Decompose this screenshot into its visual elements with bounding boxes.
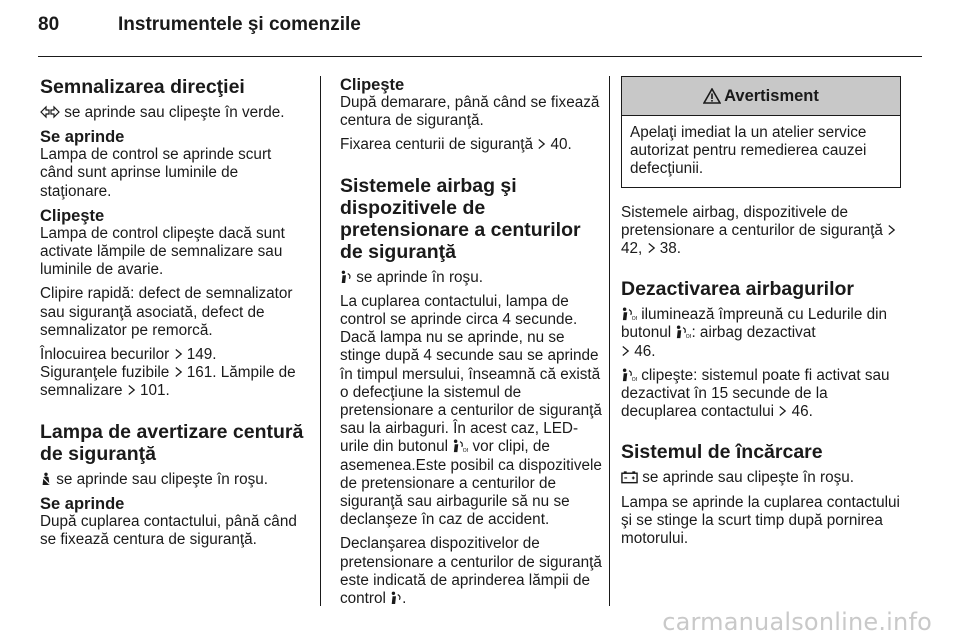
subheading: Se aprinde xyxy=(40,128,125,147)
paragraph: Declanşarea dispozitivelor de pretensionare a centurilor de siguranţă este indicată de aprinderea lămpii de control . xyxy=(340,535,602,608)
page-reference-icon xyxy=(537,137,546,151)
paragraph: Lampa se aprinde la cuplarea contactului şi se stinge la scurt timp după pornirea motorului. xyxy=(621,493,900,548)
paragraph: Fixarea centurii de siguranţă 40. xyxy=(340,136,572,154)
column-divider xyxy=(609,76,610,606)
airbag-icon xyxy=(340,270,352,284)
paragraph: Sistemele airbag, dispozitivele de pretensionare a centurilor de siguranţă 42, 38. xyxy=(621,204,900,259)
warning-header xyxy=(622,77,900,116)
page-header xyxy=(38,14,361,48)
paragraph: se aprinde sau clipeşte în roşu. xyxy=(40,471,306,489)
page-reference-icon xyxy=(174,365,183,379)
paragraph: După demarare, până când se fixează centura de siguranţă. xyxy=(340,94,600,130)
paragraph: Clipire rapidă: defect de semnalizator sau siguranţă asociată, defect de semnalizator pe remorcă. xyxy=(40,285,293,339)
paragraph: Lampa de control clipeşte dacă sunt activate lămpile de semnalizare sau luminile de avarie. xyxy=(40,224,285,279)
page-reference-icon xyxy=(647,241,656,255)
header-divider xyxy=(38,56,922,57)
page-reference-icon xyxy=(621,344,630,358)
airbag-off-icon xyxy=(621,368,637,382)
warning-box xyxy=(621,76,901,188)
paragraph: se aprinde sau clipeşte în verde. xyxy=(40,104,306,122)
airbag-off-icon xyxy=(621,307,637,321)
warning-text: Apelaţi imediat la un atelier service autorizat pentru remedierea cauzei defecţiunii. xyxy=(630,124,867,178)
airbag-off-icon xyxy=(452,439,468,453)
paragraph: După cuplarea contactului, până când se fixează centura de siguranţă. xyxy=(40,512,297,549)
page-reference-icon xyxy=(127,383,136,397)
column-middle xyxy=(340,76,606,614)
column-left xyxy=(40,76,306,555)
page-reference-icon xyxy=(887,223,896,237)
subheading: Se aprinde xyxy=(40,494,125,513)
section-title-seatbelt-warning: Lampa de avertizare centură de siguranţă xyxy=(40,420,304,465)
subheading: Clipeşte xyxy=(40,206,105,225)
paragraph: se aprinde în roşu. xyxy=(340,269,606,287)
section-title-airbag-systems: Sistemele airbag şi dispozitivele de pretensionare a centurilor de siguranţă xyxy=(340,174,581,263)
page-title: Instrumentele şi comenzile xyxy=(118,14,361,35)
paragraph: clipeşte: sistemul poate fi activat sau dezactivat în 15 secunde de la decuplarea contactului 46. xyxy=(621,366,890,421)
airbag-off-icon xyxy=(675,325,691,339)
watermark-url: carmanualsonline.info xyxy=(662,608,932,636)
subheading: Clipeşte xyxy=(340,76,405,94)
battery-icon xyxy=(621,470,638,484)
warning-title: Avertisment xyxy=(724,86,819,105)
paragraph: La cuplarea contactului, lampa de control se aprinde circa 4 secunde. Dacă lampa nu se aprinde, nu se stinge după 4 secunde sau se aprinde în timpul mersului, înseamnă că există o defecţiune la sistemul de pretensionare a centurilor de siguranţă sau la airbaguri. În acest caz, LED-urile din butonul vor clipi, de asemenea.Este posibil ca dispozitivele de pretensionare a centurilor de siguranţă sau airbagurile să nu se declanşeze în caz de accident. xyxy=(340,292,602,529)
turn-signal-icon xyxy=(40,105,60,119)
airbag-icon xyxy=(390,591,402,605)
column-divider xyxy=(320,76,321,606)
section-title-charging-system: Sistemul de încărcare xyxy=(621,441,823,464)
paragraph: Înlocuirea becurilor 149. Siguranţele fuzibile 161. Lămpile de semnalizare 101. xyxy=(40,346,296,400)
page-number: 80 xyxy=(38,14,60,35)
warning-triangle-icon xyxy=(703,88,721,104)
paragraph: iluminează împreună cu Ledurile din butonul : airbag dezactivat 46. xyxy=(621,306,887,360)
paragraph: Lampa de control se aprinde scurt când sunt aprinse luminile de staţionare. xyxy=(40,146,272,200)
page-reference-icon xyxy=(174,347,183,361)
paragraph: se aprinde sau clipeşte în roşu. xyxy=(621,469,900,487)
seatbelt-icon xyxy=(40,472,52,486)
section-title-airbag-deactivation: Dezactivarea airbagurilor xyxy=(621,278,855,301)
section-title-turn-signal: Semnalizarea direcţiei xyxy=(40,76,245,98)
page-reference-icon xyxy=(778,404,787,418)
column-right xyxy=(621,76,900,554)
